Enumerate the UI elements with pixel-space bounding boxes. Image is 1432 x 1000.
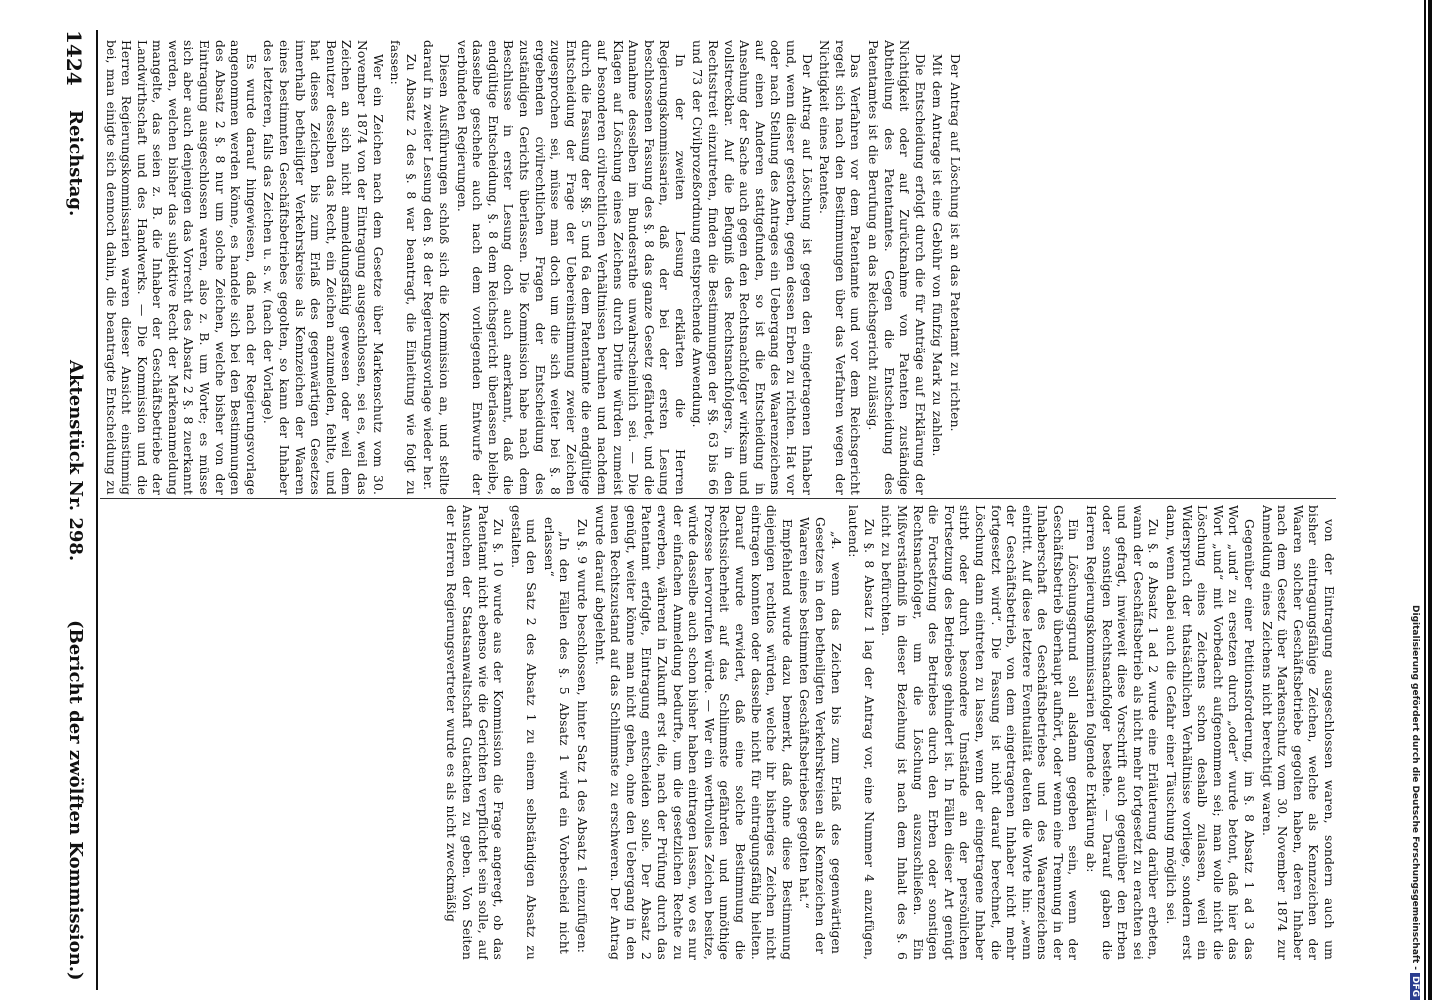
paragraph: Das Verfahren vor dem Patentamte und vor dem Reichsgericht regelt sich nach den Bestimmungen über das Verfahren wegen der Nichtigkeit eines Patentes. [817,40,863,495]
left-column [102,40,962,495]
paragraph: Gegenüber einer Petitionsforderung, im §. 8 Absatz 1 ad 3 das Wort „und“ zu ersetzen durch „oder“ wurde betont, daß hier das Wort „und“ mit Vorbedacht aufgenommen sei; man wolle nicht die Löschung eines Zeichens schon deshalb zulassen, weil ein Widerspruch der thatsächlichen Verhältnisse vorliege, sondern erst dann, wenn dabei auch die Gefahr einer Täuschung möglich sei. [1164,505,1257,960]
digitization-credit [1410,560,1420,1000]
dfg-logo: DFG [1410,973,1420,1000]
paragraph: von der Eintragung ausgeschlossen waren, sondern auch um bisher eintragungsfähige Zeichen, welche als Kennzeichen der Waaren solcher Geschäftsbetriebe gegolten haben, deren Inhaber nach dem Gesetz über Markenschutz vom 30. November 1874 zur Anmeldung eines Zeichens nicht berechtigt waren. [1259,505,1336,960]
paragraph: Der Antrag auf Löschung ist gegen den eingetragenen Inhaber und, wenn dieser gestorben, gegen dessen Erben zu richten. Hat vor oder nach Stellung des Antrages ein Uebergang des Waarenzeichens auf einen Anderen stattgefunden, so ist die Entscheidung in Ansehung der Sache auch gegen den Rechtsnachfolger wirksam und vollstreckbar. Auf die Befugniß des Rechtsnachfolgers, in den Rechtsstreit einzutreten, finden die Bestimmungen der §§. 63 bis 66 und 73 der Civilprozeßordnung entsprechende Anwendung. [690,40,814,495]
column-divider [100,498,1336,499]
paragraph: Der Antrag auf Löschung ist an das Patentamt zu richten. [948,54,962,432]
scan-edge-top [1428,0,1432,1000]
header-center: Aktenstück Nr. 298. [65,360,86,562]
credit-text: Digitalisierung gefördert durch die Deutsche Forschungsgemeinschaft - [1410,605,1420,970]
running-header [54,30,94,990]
paragraph: Zu §. 8 Absatz 1 ad 2 wurde eine Erläuterung darüber erbeten, wann der Geschäftsbetrieb als nicht mehr fortgesetzt zu erachten sei und gefragt, inwieweit diese Vorschrift auch gegenüber den Erben oder sonstigen Rechtsnachfolger bestehe. — Darauf gaben die Herren Regierungskommissarien folgende Erklärung ab: [1084,505,1161,960]
header-right: (Bericht der zwölften Kommission.) [65,620,86,981]
header-rule [96,30,98,990]
paragraph: Wer ein Zeichen nach dem Gesetze über Markenschutz vom 30. November 1874 von der Eintragung ausgeschlossen, sei es, weil das Zeichen an sich nicht anmeldungsfähig gewesen oder weil dem Benutzer desselben das Recht, ein Zeichen anzumelden, fehlte, und hat dieses Zeichen bis zum Erlaß des gegenwärtigen Gesetzes innerhalb betheiligter Verkehrskreise als Kennzeichen der Waaren eines bestimmten Geschäftsbetriebes gegolten, so kann der Inhaber des letzteren, falls das Zeichen u. s. w. (nach der Vorlage). [261,40,385,495]
paragraph: Zu §. 10 wurde aus der Kommission die Frage angeregt, ob das Patentamt nicht ebenso wie die Gerichten verpflichtet sein solle, auf Ansuchen der Staatsanwaltschaft Gutachten zu geben. Von Seiten der Herren Regierungsvertreter wurde es als nicht zweckmäßig [444,505,506,960]
page-number: 1424 [62,30,86,86]
paragraph: In der zweiten Lesung erklärten die Herren Regierungskommissarien, daß der bei der ersten Lesung beschlossenen Fassung des §. 8 das ganze Gesetz gefährdet, und die Annahme desselben im Bundesrathe unwahrscheinlich sei. — Die Klagen auf Löschung eines Zeichens durch Dritte würden zumeist auf besonderen civilrechtlichen Verhältnissen beruhen und nachdem durch die Fassung der §§. 5 und 6a dem Patentamte die endgültige Entscheidung der Frage der Uebereinstimmung zweier Zeichen zugesprochen sei, müsse man doch um die sich weiter bei §. 8 ergebenden civilrechtlichen Fragen der Entscheidung des zuständigen Gerichts überlassen. Die Kommission habe nach dem Beschlusse in erster Lesung doch auch anerkannt, daß die endgültige Entscheidung, §. 8 dem Reichsgericht überlassen bleibe, dasselbe geschehe auch nach dem vorliegenden Entwurfe der verbündeten Regierungen. [454,40,687,495]
paragraph: Zu Absatz 2 des §. 8 war beantragt, die Einleitung wie folgt zu fassen: [388,40,418,495]
paragraph: Ein Löschungsgrund soll alsdann gegeben sein, wenn der Geschäftsbetrieb überhaupt aufhört, oder wenn eine Trennung in der Inhaberschaft des Geschäftsbetriebes und des Waarenzeichens eintritt. Auf diese letztere Eventualität deuten die Worte hin: „wenn der Geschäftsbetrieb, von dem eingetragenen Inhaber nicht mehr fortgesetzt wird“. Die Fassung ist nicht darauf berechnet, die Löschung dann eintreten zu lassen, wenn der eingetragene Inhaber stirbt oder durch besondere Umstände an der persönlichen Fortsetzung des Betriebes gehindert ist. In Fällen dieser Art genügt die Fortsetzung des Betriebes durch den Erben oder sonstigen Rechtsnachfolger, um die Löschung auszuschließen. Ein Mißverständniß in dieser Beziehung ist nach dem Inhalt des §. 6 nicht zu befürchten. [879,505,1081,960]
paragraph: Es wurde darauf hingewiesen, daß nach der Regierungsvorlage angenommen werden könne, es handele sich bei den Bestimmungen des Absatz 2 §. 8 nur um solche Zeichen, welche bisher von der Eintragung ausgeschlossen waren, also z. B. um Worte; es müsse sich aber auch denjenigen das Vorrecht des Absatz 2 §. 8 zuerkannt werden, welchen bisher das subjektive Recht der Markenanmeldung mangelte, das seien z. B. die Inhaber der Geschäftsbetriebe der Landwirthschaft und des Handwerks. — Die Kommission und die Herren Regierungskommissarien waren dieser Ansicht einstimmig bei, man einigte sich dennoch dahin, die beantragte Entscheidung zu [103,40,258,495]
paragraph: und den Satz 2 des Absatz 1 zu einem selbständigen Absatz zu gestalten. [508,505,539,960]
paragraph: Zu §. 9 wurde beschlossen, hinter Satz 1 des Absatz 1 einzufügen: [575,519,590,954]
paragraph: „4. wenn das Zeichen bis zum Erlaß des gegenwärtigen Gesetzes in den betheiligten Verkehrskreisen als Kennzeichen der Waaren eines bestimmten Geschäftsbetriebes gegolten hat.“ [797,517,843,954]
scan-edge-rule [1424,0,1426,1000]
paragraph: Mit dem Antrage ist eine Gebühr von fünfzig Mark zu zahlen. [930,54,945,457]
paragraph: Empfehlend wurde dazu bemerkt, daß ohne diese Bestimmung diejenigen rechtlos würden, welche ihr bisheriges Zeichen nicht eintragen konnten oder dasselbe nicht für eintragungsfähig hielten. Darauf wurde erwidert, daß eine solche Bestimmung die Rechtssicherheit auf das Schlimmste gefährden und unnöthige Prozesse hervorrufen würde. — Wer ein werthvolles Zeichen besitze, würde dasselbe auch schon bisher haben eintragen lassen, wo es nur der einfachen Anmeldung bedurfte, um die gesetzlichen Rechte zu erwerben, während in Zukunft erst die, nach der Prüfung durch das Patentamt erfolgte, Eintragung entscheiden solle. Der Absatz 2 genügt, weiter könne man nicht gehen, ohne den Uebergang in den neuen Rechtszustand auf das Schlimmste zu erschweren. Der Antrag wurde darauf abgelehnt. [592,505,794,960]
paragraph: Zu §. 8 Absatz 1 lag der Antrag vor, eine Nummer 4 anzufügen, lautend: [846,505,876,960]
right-column [102,505,1336,960]
header-left: Reichstag. [65,110,86,217]
paragraph: „In den Fällen des §. 5 Absatz 1 wird ein Vorbescheid nicht erlassen“ [541,517,572,954]
paragraph: Die Entscheidung erfolgt durch die für Anträge auf Erklärung der Nichtigkeit oder auf Zurücknahme von Patenten zuständige Abtheilung des Patentamtes. Gegen die Entscheidung des Patentamtes ist die Berufung an das Reichsgericht zulässig. [866,40,927,495]
paragraph: Diesen Ausführungen schloß sich die Kommission an, und stellte darauf in zweiter Lesung den §. 8 der Regierungsvorlage wieder her. [421,40,451,495]
